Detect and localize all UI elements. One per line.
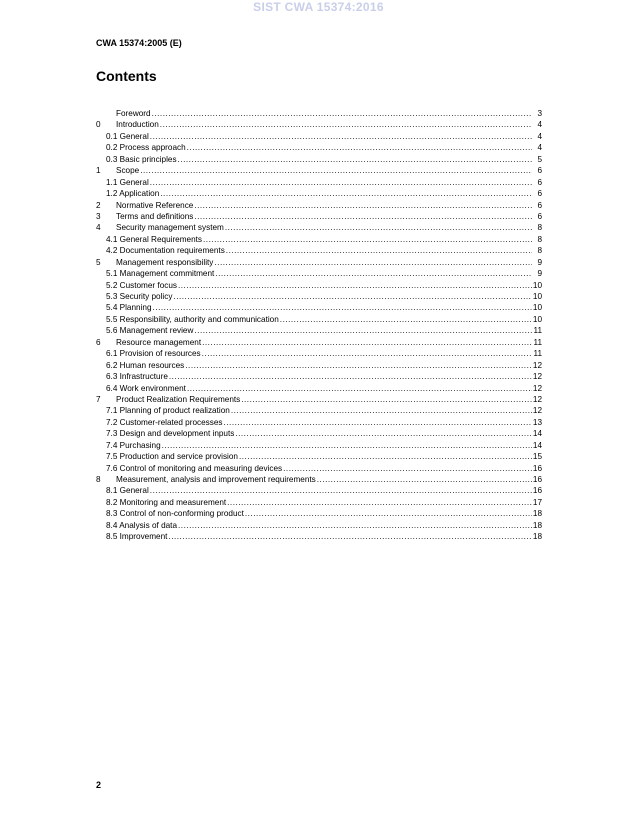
toc-entry[interactable]: [96, 131, 542, 142]
toc-dot-leader: [162, 440, 532, 451]
toc-entry[interactable]: [96, 417, 542, 428]
toc-entry-title: 8.3 Control of non-conforming product: [106, 509, 244, 519]
toc-dot-leader: [194, 211, 532, 222]
toc-dot-leader: [214, 257, 532, 268]
toc-entry-title: Normative Reference: [116, 200, 194, 210]
toc-entry-page: 6: [537, 200, 542, 210]
toc-entry[interactable]: [96, 211, 542, 222]
toc-dot-leader: [245, 508, 532, 519]
toc-entry-page: 4: [537, 120, 542, 130]
toc-entry-page: 16: [532, 475, 542, 484]
contents-heading: Contents: [96, 68, 157, 84]
toc-dot-leader: [140, 165, 532, 176]
toc-dot-leader: [225, 222, 532, 233]
toc-entry-number: 4: [96, 223, 101, 233]
toc-entry-title: 7.3 Design and development inputs: [106, 429, 235, 439]
toc-entry[interactable]: [96, 188, 542, 199]
toc-entry-title: Security management system: [116, 223, 224, 233]
watermark: SIST CWA 15374:2016: [253, 0, 384, 14]
toc-entry-title: 5.6 Management review: [106, 326, 194, 336]
toc-dot-leader: [185, 360, 532, 371]
toc-entry-title: 4.1 General Requirements: [106, 234, 203, 244]
toc-entry-page: 12: [532, 394, 542, 404]
toc-entry-title: 7.2 Customer-related processes: [106, 417, 223, 427]
toc-entry-title: 8.2 Monitoring and measurement: [106, 497, 227, 507]
toc-entry-title: 5.1 Management commitment: [106, 269, 215, 279]
toc-entry-number: 1: [96, 166, 101, 176]
toc-entry-page: 12: [532, 406, 542, 416]
toc-dot-leader: [152, 108, 532, 119]
toc-entry-page: 6: [537, 166, 542, 176]
toc-entry-title: 7.1 Planning of product realization: [106, 406, 230, 416]
toc-dot-leader: [226, 245, 532, 256]
toc-entry[interactable]: [96, 394, 542, 405]
toc-entry-title: 8.1 General: [106, 486, 149, 496]
toc-entry-number: 6: [96, 337, 101, 347]
toc-dot-leader: [231, 405, 532, 416]
toc-entry-title: 5.3 Security policy: [106, 292, 173, 301]
toc-entry-page: 9: [537, 269, 542, 279]
toc-entry[interactable]: [96, 520, 542, 531]
toc-entry-title: 0.1 General: [106, 131, 149, 141]
toc-dot-leader: [241, 394, 532, 405]
toc-entry[interactable]: [96, 257, 542, 268]
toc-entry-page: 4: [537, 143, 542, 153]
toc-entry-page: 8: [537, 246, 542, 256]
toc-entry[interactable]: [96, 302, 542, 313]
toc-entry-title: 7.6 Control of monitoring and measuring devices: [106, 463, 283, 473]
toc-dot-leader: [178, 280, 532, 291]
toc-entry-title: 6.1 Provision of resources: [106, 349, 201, 359]
toc-entry-title: 7.5 Production and service provision: [106, 452, 238, 462]
table-of-contents: [96, 108, 542, 543]
toc-entry-title: Product Realization Requirements: [116, 394, 241, 404]
toc-dot-leader: [168, 531, 531, 542]
toc-dot-leader: [227, 497, 532, 508]
toc-dot-leader: [160, 119, 532, 130]
toc-entry-page: 16: [532, 463, 542, 473]
toc-entry[interactable]: [96, 383, 542, 394]
toc-dot-leader: [317, 474, 532, 485]
toc-dot-leader: [150, 485, 532, 496]
toc-dot-leader: [194, 325, 532, 336]
toc-dot-leader: [202, 337, 532, 348]
toc-entry-page: 10: [532, 314, 542, 324]
toc-entry[interactable]: [96, 405, 542, 416]
toc-dot-leader: [239, 451, 532, 462]
toc-entry-page: 18: [532, 532, 542, 542]
toc-entry-page: 17: [532, 497, 542, 507]
toc-entry-page: 12: [532, 360, 542, 370]
toc-entry[interactable]: [96, 440, 542, 451]
toc-dot-leader: [187, 142, 532, 153]
toc-entry-page: 15: [532, 452, 542, 462]
toc-entry[interactable]: [96, 245, 542, 256]
toc-entry-title: 8.5 Improvement: [106, 532, 168, 542]
toc-entry-title: 5.4 Planning: [106, 303, 152, 313]
toc-entry[interactable]: [96, 337, 542, 348]
toc-entry[interactable]: [96, 234, 542, 245]
toc-entry[interactable]: [96, 360, 542, 371]
toc-entry-page: 4: [537, 131, 542, 141]
toc-entry-title: 1.1 General: [106, 177, 149, 187]
toc-entry-page: 14: [532, 429, 542, 439]
toc-entry-number: 8: [96, 475, 101, 484]
toc-entry[interactable]: [96, 508, 542, 519]
toc-entry-number: 7: [96, 394, 101, 404]
toc-entry[interactable]: [96, 497, 542, 508]
toc-dot-leader: [280, 314, 532, 325]
toc-entry-number: 3: [96, 211, 101, 221]
toc-dot-leader: [203, 234, 532, 245]
toc-entry-page: 3: [537, 109, 542, 118]
toc-entry-page: 18: [532, 520, 542, 530]
toc-entry[interactable]: [96, 451, 542, 462]
toc-entry-title: 7.4 Purchasing: [106, 440, 161, 450]
toc-entry-title: 4.2 Documentation requirements: [106, 246, 225, 256]
toc-dot-leader: [224, 417, 532, 428]
toc-entry-page: 12: [532, 383, 542, 393]
toc-entry-page: 12: [532, 372, 542, 382]
toc-dot-leader: [150, 131, 532, 142]
toc-dot-leader: [178, 520, 532, 531]
toc-entry[interactable]: [96, 348, 542, 359]
toc-entry-title: Introduction: [116, 120, 159, 130]
toc-entry-page: 9: [537, 257, 542, 267]
toc-entry-title: 0.3 Basic principles: [106, 154, 177, 164]
toc-entry-page: 11: [533, 326, 542, 336]
toc-entry-title: Foreword: [116, 109, 151, 118]
toc-entry-title: 0.2 Process approach: [106, 143, 186, 153]
toc-entry-page: 8: [537, 223, 542, 233]
toc-entry-page: 16: [532, 486, 542, 496]
toc-entry-page: 14: [532, 440, 542, 450]
toc-dot-leader: [202, 348, 532, 359]
toc-entry-number: 5: [96, 257, 101, 267]
toc-entry[interactable]: [96, 222, 542, 233]
toc-entry-title: Management responsibility: [116, 257, 214, 267]
toc-entry[interactable]: [96, 154, 542, 165]
toc-entry-title: Resource management: [116, 337, 202, 347]
toc-entry[interactable]: [96, 142, 542, 153]
toc-dot-leader: [153, 302, 532, 313]
toc-dot-leader: [187, 383, 532, 394]
toc-entry-page: 11: [533, 349, 542, 359]
toc-entry[interactable]: [96, 463, 542, 474]
toc-entry-page: 5: [537, 154, 542, 164]
toc-entry-title: 8.4 Analysis of data: [106, 520, 178, 530]
toc-entry-number: 2: [96, 200, 101, 210]
toc-entry[interactable]: [96, 200, 542, 211]
toc-entry-title: Scope: [116, 166, 140, 176]
toc-dot-leader: [215, 268, 532, 279]
toc-entry-page: 18: [532, 509, 542, 519]
toc-entry[interactable]: [96, 291, 542, 302]
toc-entry[interactable]: [96, 371, 542, 382]
toc-entry-page: 6: [537, 189, 542, 199]
toc-entry-page: 6: [537, 177, 542, 187]
toc-entry[interactable]: [96, 165, 542, 176]
toc-dot-leader: [283, 463, 532, 474]
toc-entry[interactable]: [96, 485, 542, 496]
toc-entry-page: 13: [532, 417, 542, 427]
toc-entry[interactable]: [96, 428, 542, 439]
toc-entry-title: 5.2 Customer focus: [106, 280, 177, 290]
toc-entry-title: 6.2 Human resources: [106, 360, 185, 370]
toc-entry-page: 10: [532, 280, 542, 290]
toc-entry-number: 0: [96, 120, 101, 130]
toc-dot-leader: [235, 428, 532, 439]
toc-dot-leader: [173, 291, 531, 302]
toc-entry[interactable]: [96, 314, 542, 325]
toc-entry[interactable]: [96, 280, 542, 291]
toc-entry-page: 11: [533, 337, 542, 347]
toc-entry[interactable]: [96, 108, 542, 119]
toc-entry[interactable]: [96, 474, 542, 485]
toc-entry[interactable]: [96, 531, 542, 542]
toc-dot-leader: [178, 154, 532, 165]
toc-dot-leader: [169, 371, 532, 382]
toc-entry-page: 10: [532, 292, 542, 301]
toc-entry-page: 6: [537, 211, 542, 221]
toc-entry-title: Measurement, analysis and improvement requirements: [116, 475, 316, 484]
toc-entry[interactable]: [96, 119, 542, 130]
toc-entry-page: 8: [537, 234, 542, 244]
page-number: 2: [96, 780, 102, 790]
toc-entry[interactable]: [96, 268, 542, 279]
toc-entry-title: 6.4 Work environment: [106, 383, 186, 393]
toc-entry-page: 10: [532, 303, 542, 313]
toc-entry[interactable]: [96, 325, 542, 336]
toc-entry-title: 5.5 Responsibility, authority and communication: [106, 314, 279, 324]
toc-entry-title: Terms and definitions: [116, 211, 194, 221]
toc-dot-leader: [194, 200, 532, 211]
toc-dot-leader: [150, 177, 532, 188]
toc-entry-title: 6.3 Infrastructure: [106, 372, 168, 382]
toc-entry-title: 1.2 Application: [106, 189, 160, 199]
document-id: CWA 15374:2005 (E): [96, 38, 182, 48]
toc-entry[interactable]: [96, 177, 542, 188]
toc-dot-leader: [160, 188, 532, 199]
